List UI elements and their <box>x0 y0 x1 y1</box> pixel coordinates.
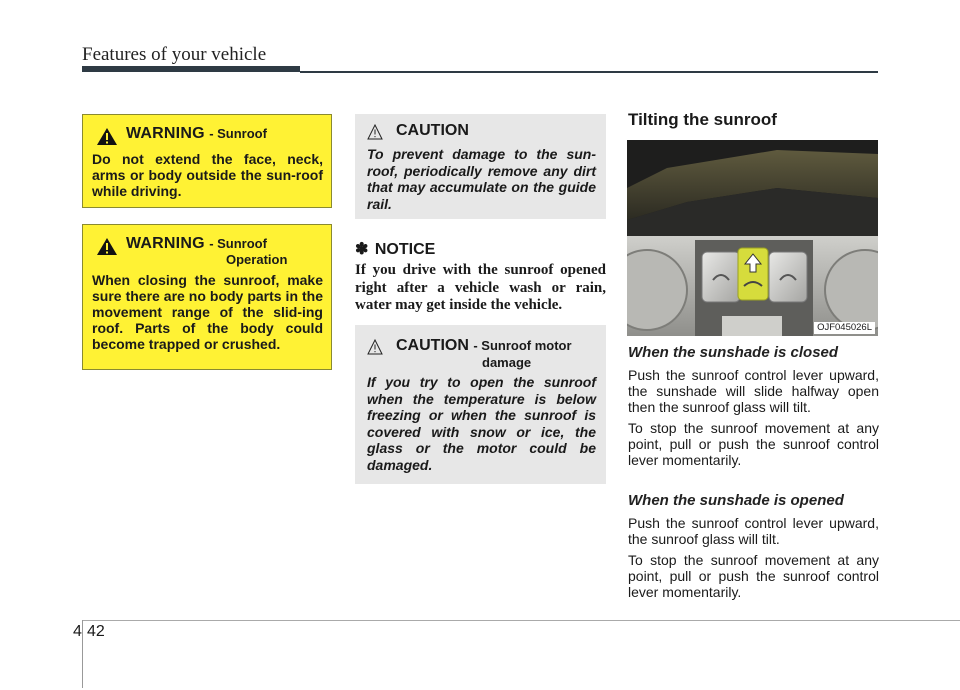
caution-subject: - Sunroof motor <box>473 338 572 353</box>
warning-word: WARNING <box>126 235 205 252</box>
warning-subject-line2: Operation <box>226 252 288 267</box>
caution-text: If you try to open the sunroof when the temperature is below freezing or when the sunroof is covered with snow or ice, the glass or the motor could be damaged. <box>367 374 596 473</box>
footer-rule <box>82 620 960 621</box>
page-number: 42 <box>87 623 105 640</box>
warning-word: WARNING <box>126 125 205 142</box>
footer-vertical-rule <box>82 620 83 688</box>
caution-word: CAUTION <box>396 122 469 139</box>
caution-triangle-icon <box>367 124 383 140</box>
chapter-number: 4 <box>73 623 82 640</box>
warning-heading <box>92 235 323 267</box>
page-header-title: Features of your vehicle <box>82 44 267 65</box>
notice-word: NOTICE <box>374 241 436 258</box>
header-rule <box>300 71 878 73</box>
caution-word: CAUTION <box>396 337 469 354</box>
warning-triangle-icon <box>96 127 118 146</box>
warning-heading <box>92 125 323 146</box>
warning-subject: - Sunroof <box>209 126 267 141</box>
paragraph-opened-1: Push the sunroof control lever upward, the sunroof glass will tilt. <box>628 515 879 547</box>
caution-triangle-icon <box>367 339 383 355</box>
caution-box-motor-damage <box>355 325 606 484</box>
notice-text: If you drive with the sunroof opened right after a vehicle wash or rain, water may get inside the vehicle. <box>355 262 606 313</box>
warning-box-sunroof-operation <box>82 224 332 370</box>
warning-text: When closing the sunroof, make sure there are no body parts in the movement range of the slid-ing roof. Parts of the body could become trapped or crushed. <box>92 272 323 352</box>
warning-text: Do not extend the face, neck, arms or body outside the sun-roof while driving. <box>92 151 323 199</box>
sunroof-control-photo <box>627 140 878 336</box>
sunroof-console-illustration <box>627 140 878 336</box>
caution-heading <box>367 122 596 140</box>
caution-subject-line2: damage <box>482 355 532 370</box>
subheading-sunshade-closed: When the sunshade is closed <box>628 344 839 361</box>
subheading-sunshade-opened: When the sunshade is opened <box>628 492 844 509</box>
caution-box-guide-rail <box>355 114 606 219</box>
warning-subject: - Sunroof <box>209 236 267 251</box>
warning-triangle-icon <box>96 237 118 256</box>
warning-box-sunroof <box>82 114 332 208</box>
header-bar <box>82 66 300 72</box>
paragraph-opened-2: To stop the sunroof movement at any point, pull or push the sunroof control lever momentarily. <box>628 552 879 600</box>
notice-title <box>355 239 435 259</box>
image-code-label: OJF045026L <box>814 322 875 334</box>
caution-text: To prevent damage to the sun-roof, periodically remove any dirt that may accumulate on the guide rail. <box>367 146 596 212</box>
paragraph-closed-2: To stop the sunroof movement at any point, pull or push the sunroof control lever momentarily. <box>628 420 879 468</box>
section-heading: Tilting the sunroof <box>628 110 777 129</box>
caution-heading <box>367 337 596 370</box>
notice-symbol: ✽ <box>355 241 369 258</box>
paragraph-closed-1: Push the sunroof control lever upward, the sunshade will slide halfway open then the sunroof glass will tilt. <box>628 367 879 415</box>
